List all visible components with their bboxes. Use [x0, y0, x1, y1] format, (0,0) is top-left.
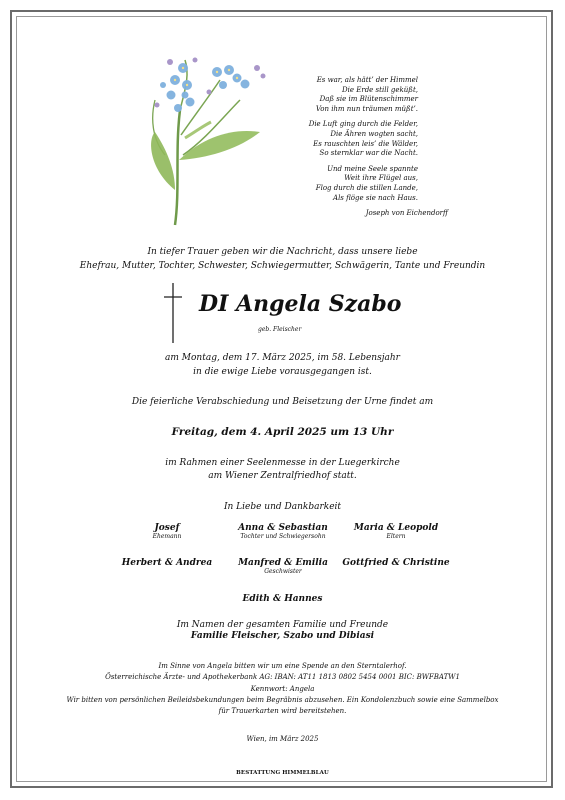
poem-line: Es rauschten leis’ die Wälder,	[313, 139, 418, 148]
poem-line: Daß sie im Blütenschimmer	[319, 95, 418, 104]
note-line-1: Im Sinne von Angela bitten wir um eine Spende an den Sterntalerhof.	[158, 662, 407, 670]
poem-line: Weit ihre Flügel aus,	[344, 174, 418, 183]
poem-line: Von ihm nun träumen müßt’.	[315, 104, 418, 113]
poem-line: Die Erde still geküßt,	[342, 85, 418, 94]
poem	[268, 76, 448, 219]
mourner-maria-leopold	[311, 523, 481, 540]
poem-line: Als flöge sie nach Haus.	[333, 193, 418, 202]
poem-stanza-2	[268, 120, 418, 158]
mourner-role: Tochter und Schwiegersohn	[240, 533, 326, 540]
place-date: Wien, im März 2025	[246, 735, 319, 743]
death-line-1: am Montag, dem 17. März 2025, im 58. Lebensjahr	[165, 353, 400, 363]
mourner-edith-hannes: Edith & Hannes	[242, 594, 323, 604]
mourners-also-1: Im Namen der gesamten Familie und Freunde	[176, 620, 389, 630]
deceased-name: DI Angela Szabo	[199, 291, 402, 317]
cross-icon	[163, 283, 183, 343]
poem-stanza-3	[268, 165, 418, 203]
mourner-role: Geschwister	[264, 568, 302, 575]
poem-line: Die Ähren wogten sacht,	[330, 129, 418, 138]
intro-line-1: In tiefer Trauer geben wir die Nachricht, dass unsere liebe	[147, 247, 418, 257]
maiden-name: geb. Fleischer	[258, 326, 302, 333]
mourner-name: Manfred & Emilia	[238, 558, 328, 568]
poem-line: Die Luft ging durch die Felder,	[308, 120, 418, 129]
mourner-name: Maria & Leopold	[353, 523, 439, 533]
note-line-2: Österreichische Ärzte- und Apothekerbank AG: IBAN: AT11 1813 0802 5454 0001 BIC: BWFBATW1	[105, 673, 460, 681]
mourner-name: Gottfried & Christine	[342, 558, 450, 568]
mourners-also-2: Familie Fleischer, Szabo und Dibiasi	[190, 631, 375, 641]
mourner-role: Eltern	[386, 533, 406, 540]
poem-line: Und meine Seele spannte	[327, 164, 418, 173]
note-line-5: für Trauerkarten wird bereitstehen.	[218, 707, 347, 715]
note-line-4: Wir bitten von persönlichen Beileidsbekundungen beim Begräbnis abzusehen. Ein Kondolenzbuch sowie eine Sammelbox	[66, 696, 499, 704]
poem-line: Es war, als hätt’ der Himmel	[316, 76, 418, 84]
forget-me-not-illustration	[145, 40, 280, 230]
ceremony-intro: Die feierliche Verabschiedung und Beisetzung der Urne findet am	[131, 397, 434, 407]
note-line-3: Kennwort: Angela	[250, 685, 315, 693]
ceremony-date: Freitag, dem 4. April 2025 um 13 Uhr	[171, 426, 394, 438]
mourner-name: Herbert & Andrea	[121, 558, 213, 568]
poem-line: Flog durch die stillen Lande,	[315, 183, 418, 192]
intro-line-2: Ehefrau, Mutter, Tochter, Schwester, Schwiegermutter, Schwägerin, Tante und Freundin	[79, 261, 486, 271]
ceremony-place-2: am Wiener Zentralfriedhof statt.	[208, 471, 357, 481]
mourner-role: Ehemann	[152, 533, 182, 540]
mourner-name: Anna & Sebastian	[238, 523, 328, 533]
mourner-gottfried-christine	[311, 558, 481, 568]
poem-line: So sternklar war die Nacht.	[319, 149, 418, 158]
footer-funeral-home: BESTATTUNG HIMMELBLAU	[236, 770, 329, 776]
mourner-name: Josef	[154, 523, 180, 533]
death-line-2: in die ewige Liebe vorausgegangen ist.	[193, 367, 372, 377]
poem-author: Joseph von Eichendorff	[365, 209, 448, 218]
ceremony-place-1: im Rahmen einer Seelenmesse in der Luegerkirche	[165, 458, 400, 468]
mourners-intro: In Liebe und Dankbarkeit	[223, 502, 342, 512]
poem-stanza-1	[268, 76, 418, 114]
